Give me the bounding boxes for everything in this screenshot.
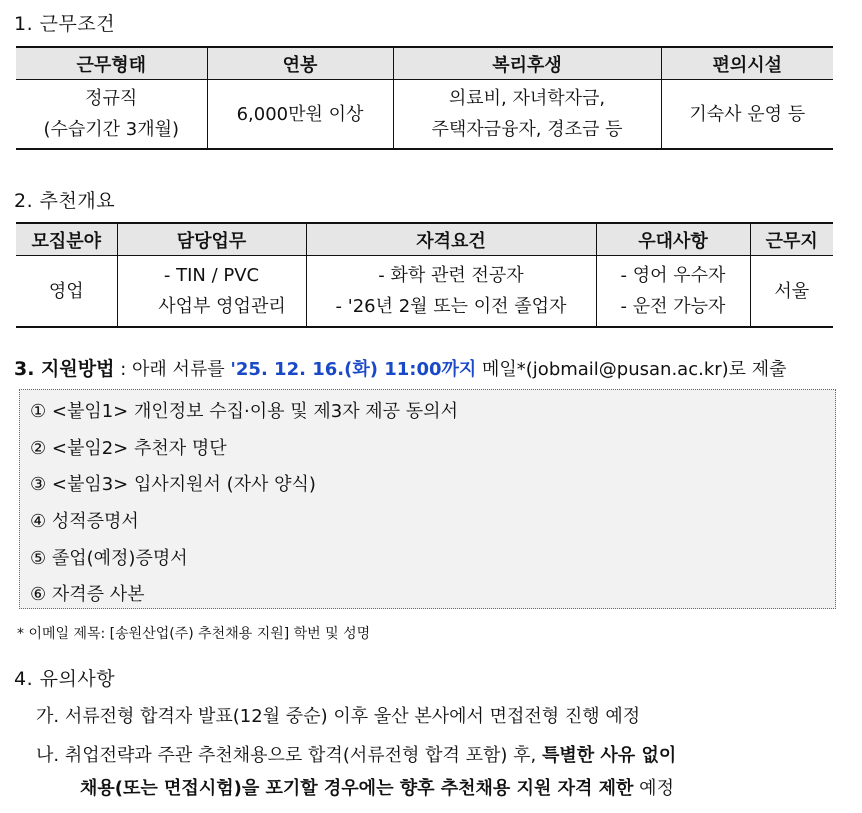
document-item: ① <붙임1> 개인정보 수집·이용 및 제3자 제공 동의서: [30, 401, 458, 422]
document-item: ③ <붙임3> 입사지원서 (자사 양식): [30, 474, 316, 495]
work-conditions-table: [16, 46, 833, 150]
column-header: 자격요건: [306, 223, 596, 256]
caution-item-na-cont: [80, 774, 674, 800]
application-method: [14, 354, 787, 381]
email-subject-note: * 이메일 제목: [송원산업(주) 추천채용 지원] 학번 및 성명: [17, 626, 371, 642]
column-header: 복리후생: [393, 47, 661, 80]
duty-line: - TIN / PVC: [163, 265, 260, 286]
caution-text: 나. 취업전략과 주관 추천채용으로 합격(서류전형 합격 포함) 후,: [36, 745, 542, 766]
table-header-row: [16, 223, 833, 256]
duty-line: 사업부 영업관리: [158, 296, 286, 317]
caution-item-ga: 가. 서류전형 합격자 발표(12월 중순) 이후 울산 본사에서 면접전형 진행 예정: [36, 706, 641, 727]
document-item: ④ 성적증명서: [30, 511, 139, 532]
welfare-line: 의료비, 자녀학자금,: [448, 88, 606, 109]
requirements-cell: [306, 256, 596, 328]
preference-cell: [596, 256, 750, 328]
location-cell: 서울: [750, 256, 833, 328]
document-item: ⑤ 졸업(예정)증명서: [30, 548, 188, 569]
column-header: 연봉: [207, 47, 393, 80]
welfare-cell: [393, 80, 661, 150]
table-header-row: [16, 47, 833, 80]
field-cell: 영업: [16, 256, 117, 328]
table-row: [16, 256, 833, 328]
recruitment-overview-table: [16, 222, 833, 328]
welfare-line: 주택자금융자, 경조금 등: [431, 119, 623, 140]
section3-title: 3. 지원방법: [14, 358, 115, 380]
column-header: 우대사항: [596, 223, 750, 256]
probation-period: (수습기간 3개월): [43, 119, 180, 140]
table-row: [16, 80, 833, 150]
caution-emphasis: 채용(또는 면접시험)을 포기할 경우에는 향후 추천채용 지원 자격 제한: [80, 778, 634, 799]
column-header: 근무형태: [16, 47, 207, 80]
document-item: ⑥ 자격증 사본: [30, 584, 145, 605]
requirement-line: - '26년 2월 또는 이전 졸업자: [335, 296, 567, 317]
preference-line: - 영어 우수자: [620, 265, 726, 286]
requirement-line: - 화학 관련 전공자: [378, 265, 524, 286]
document-item: ② <붙임2> 추천자 명단: [30, 438, 227, 459]
application-text: : 아래 서류를: [114, 359, 231, 380]
column-header: 모집분야: [16, 223, 117, 256]
section1-title: 1. 근무조건: [14, 13, 116, 35]
employment-type: 정규직: [85, 88, 138, 109]
column-header: 편의시설: [661, 47, 833, 80]
column-header: 담당업무: [117, 223, 306, 256]
column-header: 근무지: [750, 223, 833, 256]
employment-type-cell: [16, 80, 207, 150]
caution-item-na: [36, 741, 676, 767]
caution-text: 예정: [633, 778, 674, 799]
duty-cell: [117, 256, 306, 328]
section2-title: 2. 추천개요: [14, 190, 116, 212]
caution-emphasis: 특별한 사유 없이: [541, 745, 677, 766]
salary-cell: 6,000만원 이상: [207, 80, 393, 150]
preference-line: - 운전 가능자: [620, 296, 726, 317]
application-email-text: 메일*(jobmail@pusan.ac.kr)로 제출: [476, 359, 787, 380]
required-documents-box: [19, 389, 836, 609]
deadline: '25. 12. 16.(화) 11:00까지: [230, 359, 477, 380]
facilities-cell: 기숙사 운영 등: [661, 80, 833, 150]
section4-title: 4. 유의사항: [14, 668, 116, 690]
